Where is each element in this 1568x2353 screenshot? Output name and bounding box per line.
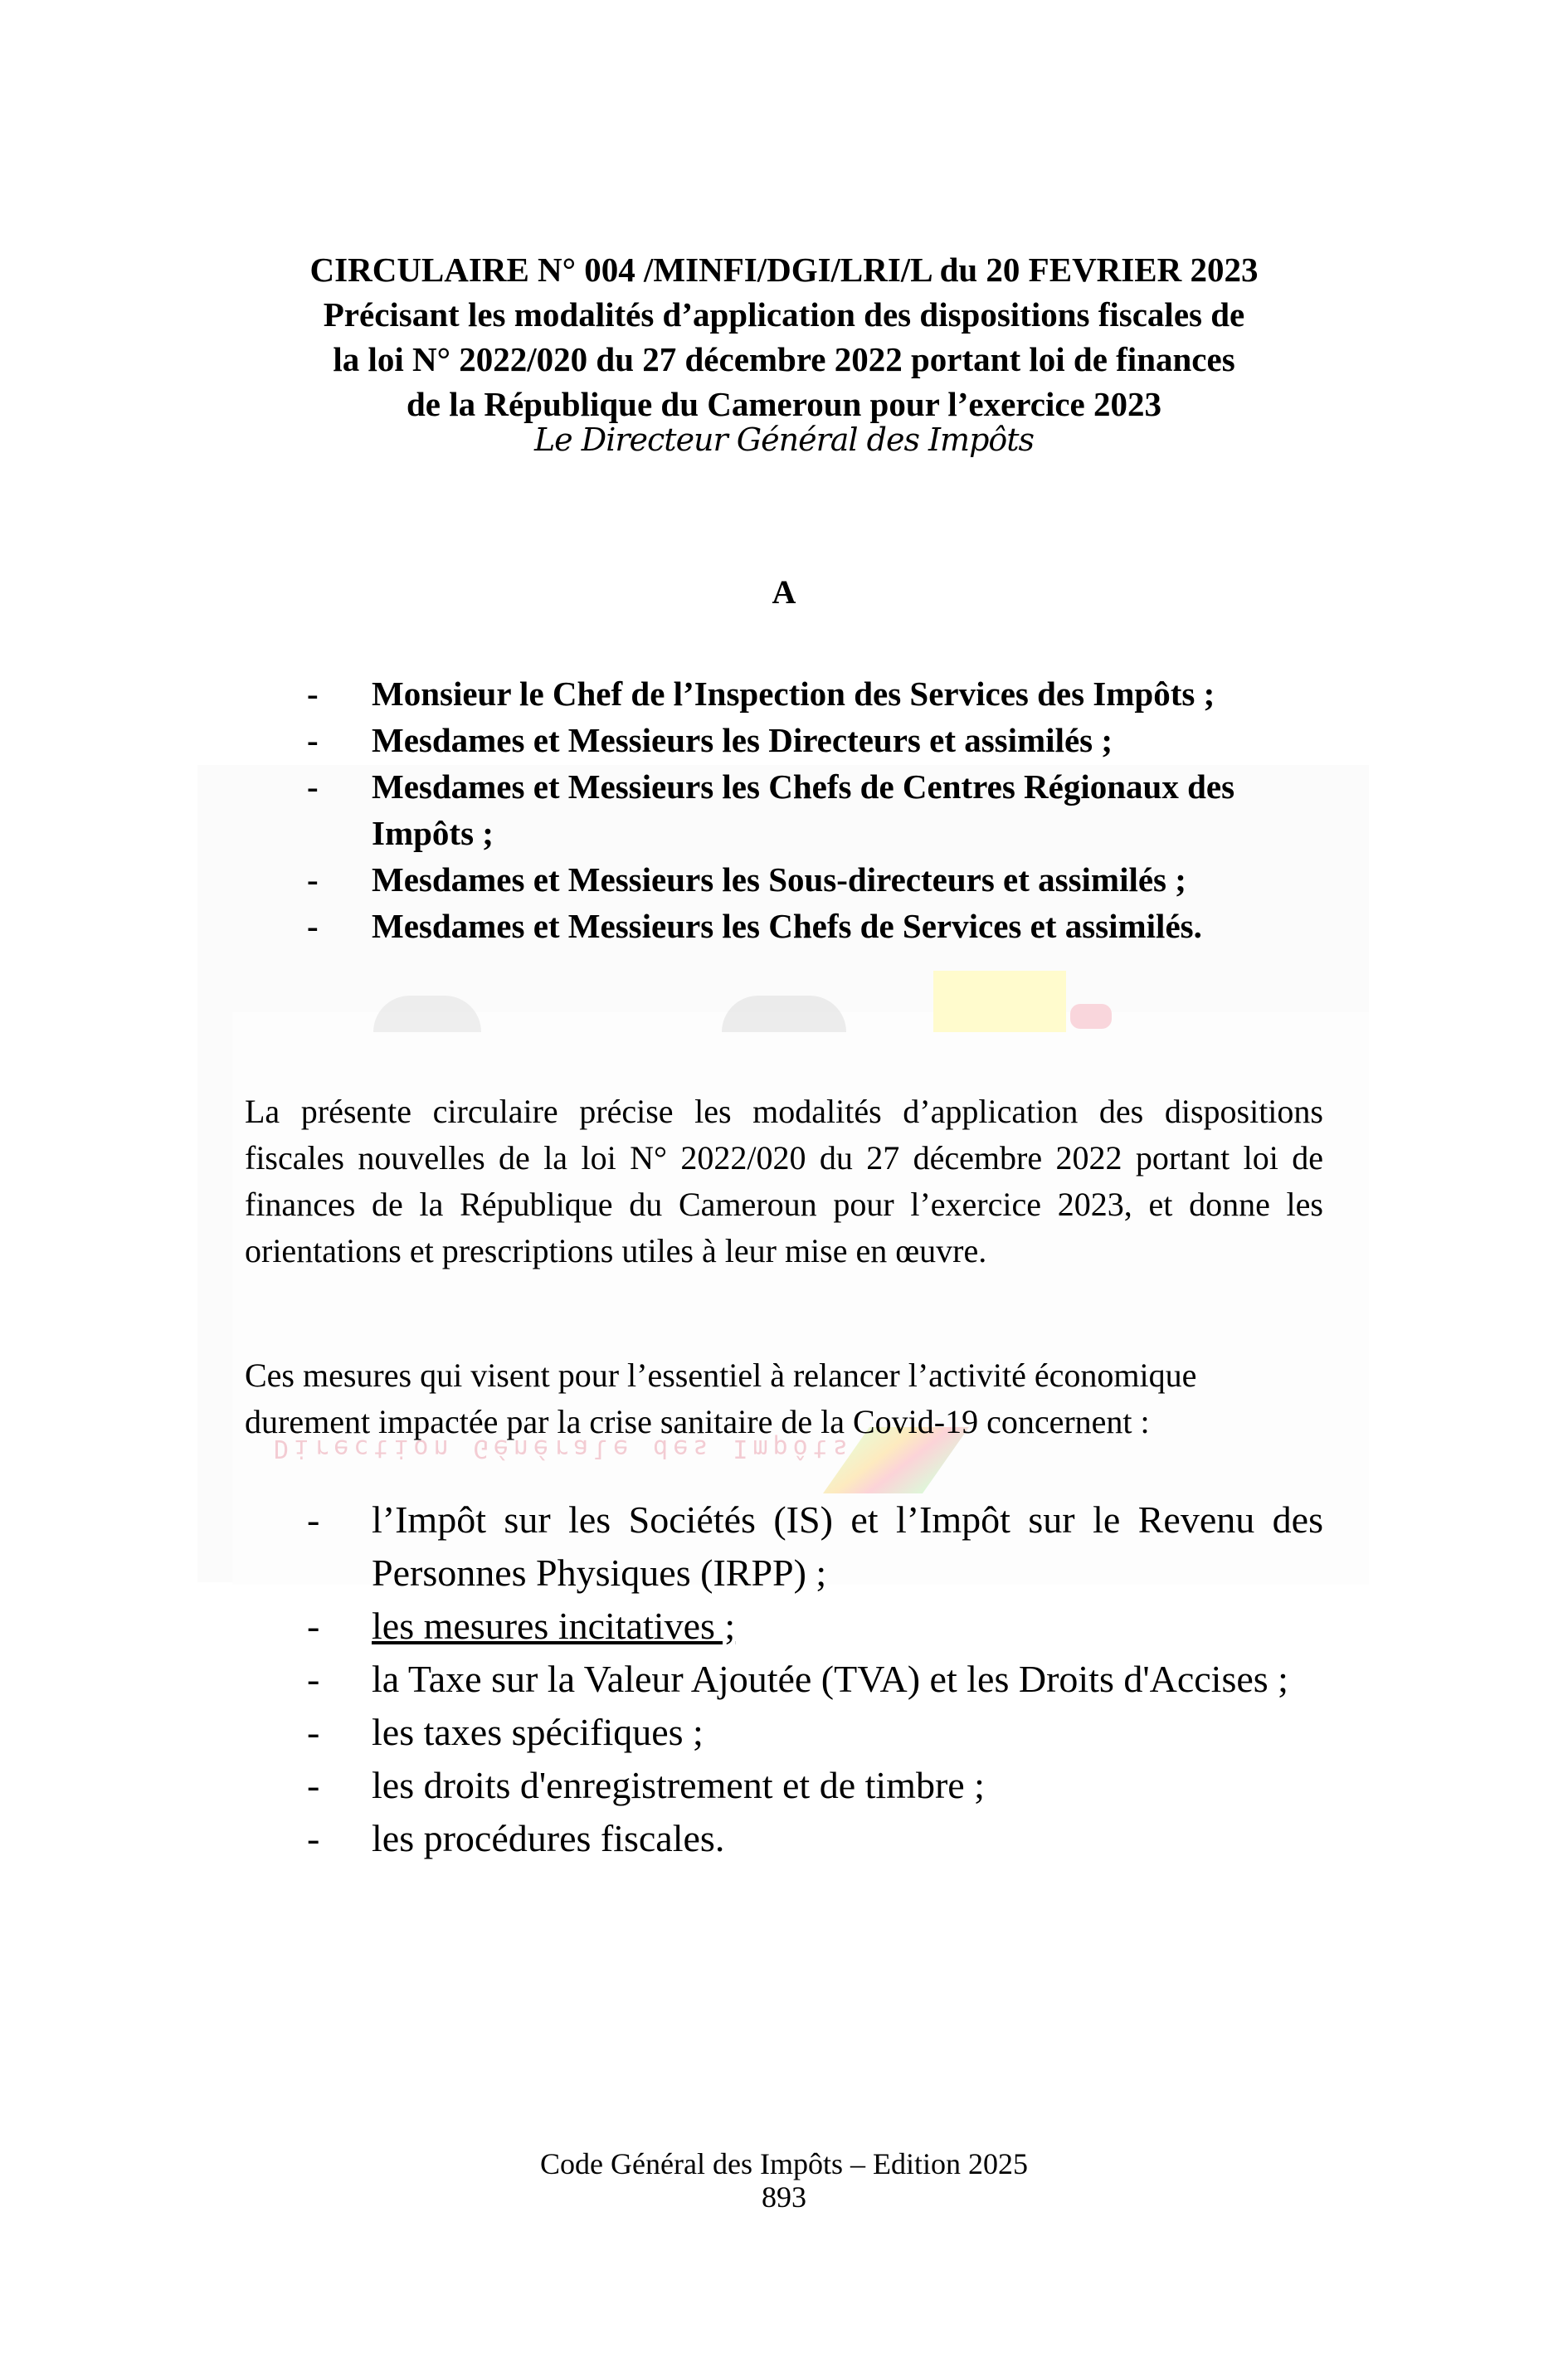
- list-dash: -: [307, 1711, 320, 1753]
- measure-text: les taxes spécifiques ;: [372, 1711, 704, 1753]
- addressee-item: [307, 670, 1327, 717]
- watermark-seal-icon: [373, 996, 481, 1032]
- title-line: la loi N° 2022/020 du 27 décembre 2022 portant loi de finances: [333, 340, 1235, 378]
- list-dash: -: [307, 1658, 320, 1700]
- page-footer: [0, 2147, 1568, 2214]
- addressee-item: [307, 856, 1327, 903]
- list-dash: -: [307, 1498, 320, 1541]
- addressee-text: Monsieur le Chef de l’Inspection des Services des Impôts ;: [372, 675, 1215, 713]
- document-title: [0, 247, 1568, 426]
- addressee-text: Mesdames et Messieurs les Sous-directeurs et assimilés ;: [372, 860, 1186, 899]
- measure-item: [307, 1653, 1323, 1706]
- measure-item: [307, 1759, 1323, 1812]
- addressee-heading: A: [772, 573, 796, 611]
- addressee-text: Mesdames et Messieurs les Chefs de Services et assimilés.: [372, 907, 1202, 945]
- addressee-text: Mesdames et Messieurs les Directeurs et assimilés ;: [372, 721, 1113, 759]
- list-dash: -: [307, 1817, 320, 1859]
- watermark-text: Direction Générale des Impôts: [274, 1434, 853, 1463]
- measure-text: la Taxe sur la Valeur Ajoutée (TVA) et les Droits d'Accises ;: [372, 1658, 1288, 1700]
- signatory: Le Directeur Général des Impôts: [533, 421, 1035, 458]
- title-line: Précisant les modalités d’application des dispositions fiscales de: [323, 295, 1245, 334]
- measures-list: [307, 1493, 1323, 1865]
- measure-text: l’Impôt sur les Sociétés (IS) et l’Impôt sur le Revenu des Personnes Physiques (IRPP) ;: [372, 1498, 1323, 1594]
- addressee-item: [307, 717, 1327, 763]
- addressee-list: [307, 670, 1327, 949]
- watermark-flag-star-icon: [1070, 1004, 1112, 1029]
- list-dash: -: [307, 767, 319, 806]
- watermark-seal-icon: [722, 996, 846, 1032]
- title-line: de la République du Cameroun pour l’exercice 2023: [406, 385, 1161, 423]
- measure-text: les mesures incitatives ;: [372, 1605, 736, 1647]
- list-dash: -: [307, 721, 319, 759]
- addressee-text: Mesdames et Messieurs les Chefs de Centres Régionaux des Impôts ;: [372, 767, 1235, 852]
- list-dash: -: [307, 1764, 320, 1806]
- list-dash: -: [307, 860, 319, 899]
- title-line: CIRCULAIRE N° 004 /MINFI/DGI/LRI/L du 20 FEVRIER 2023: [309, 251, 1259, 289]
- list-dash: -: [307, 675, 319, 713]
- measures-intro-paragraph: Ces mesures qui visent pour l’essentiel à relancer l’activité économique durement impactée par la crise sanitaire de la Covid-19 concernent :: [245, 1357, 1197, 1440]
- footer-book-title: Code Général des Impôts – Edition 2025: [540, 2147, 1028, 2180]
- watermark-flag-icon: [933, 971, 1066, 1032]
- measure-item: [307, 1493, 1323, 1600]
- list-dash: -: [307, 907, 319, 945]
- addressee-item: [307, 763, 1327, 856]
- intro-paragraph: La présente circulaire précise les modalités d’application des dispositions fiscales nouvelles de la loi N° 2022/020 du 27 décembre 2022 portant loi de finances de la République du Cameroun pour l’exercice 2023, et donne les orientations et prescriptions utiles à leur mise en œuvre.: [245, 1093, 1323, 1269]
- addressee-item: [307, 903, 1327, 949]
- measure-item: [307, 1600, 1323, 1653]
- list-dash: -: [307, 1605, 320, 1647]
- measure-item: [307, 1706, 1323, 1759]
- page-number: 893: [762, 2180, 806, 2214]
- measure-item: [307, 1812, 1323, 1865]
- measure-text: les droits d'enregistrement et de timbre ;: [372, 1764, 985, 1806]
- measure-text: les procédures fiscales.: [372, 1817, 725, 1859]
